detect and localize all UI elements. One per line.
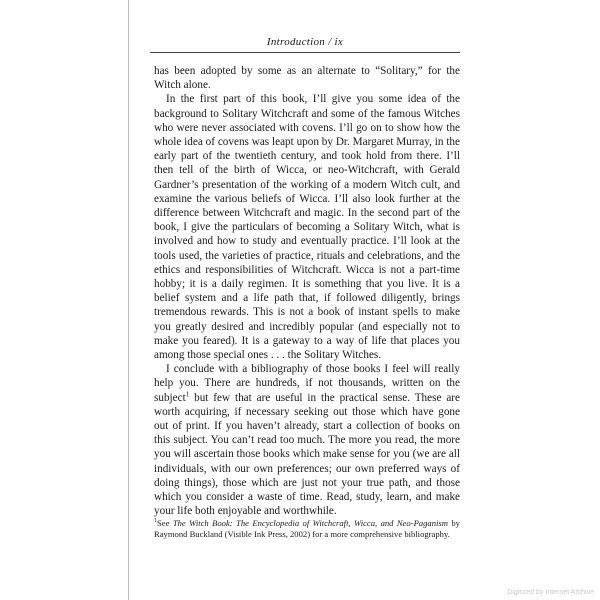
header-rule [150,52,460,53]
paragraph-2: In the first part of this book, I’ll give you some idea of the background to Solitary Witchcraft and some of the famous Witches who were never associated with covens. I’ll go on to show how the whole idea of covens was leapt upon by Dr. Margaret Murray, in the early part of the twentieth century, and took hold from there. I’ll then tell of the birth of Wicca, or neo-Witchcraft, with Gerald Gardner’s presentation of the working of a modern Witch cult, and examine the various beliefs of Wicca. I’ll also look further at the difference between Witchcraft and magic. In the second part of the book, I give the particulars of becoming a Solitary Witch, what is involved and how to study and eventually practice. I’ll look at the tools used, the varieties of practice, rituals and celebrations, and the ethics and responsibilities of Witchcraft. Wicca is not a part-time hobby; it is a daily regimen. It is something that you live. It is a belief system and a life path that, if followed diligently, brings tremendous rewards. This is not a book of instant spells to make you greatly desired and incredibly popular (and especially not to make you feared). It is a gateway to a way of life that places you among those special ones . . . the Solitary Witches. [154,93,460,362]
body-text [154,64,460,519]
paragraph-3-part-b: but few that are useful in the practical sense. These are worth acquiring, if necessary seeking out those which have gone out of print. If you haven’t already, start a collection of books on this subject. You can’t read too much. The more you read, the more you will ascertain those books which make sense for you (we are all individuals, with our own preferences; our own preferred ways of doing things), those which are just not your true path, and those which you consider a waste of time. Read, study, learn, and make your life both enjoyable and worthwhile. [154,391,460,518]
watermark: Digitized by Internet Archive [507,589,594,596]
page-edge-line [128,0,129,600]
footnote-reference: 1 [185,389,190,398]
footnote-marker: 1 [154,518,157,525]
paragraph-1: has been adopted by some as an alternate to “Solitary,” for the Witch alone. [154,65,460,92]
running-head: Introduction / ix [266,36,344,48]
footnote-prefix: See [157,518,173,528]
footnote-suffix: by Raymond Buckland (Visible Ink Press, 2002) for a more comprehensive bibliography. [154,518,460,539]
footnote [154,518,460,540]
footnote-book-title: The Witch Book: The Encyclopedia of Witchcraft, Wicca, and Neo-Paganism [172,518,448,528]
paragraph-3-part-a: I conclude with a bibliography of those books I feel will really help you. There are hundreds, if not thousands, written on the subject [154,363,460,404]
paragraph-3 [154,362,460,518]
